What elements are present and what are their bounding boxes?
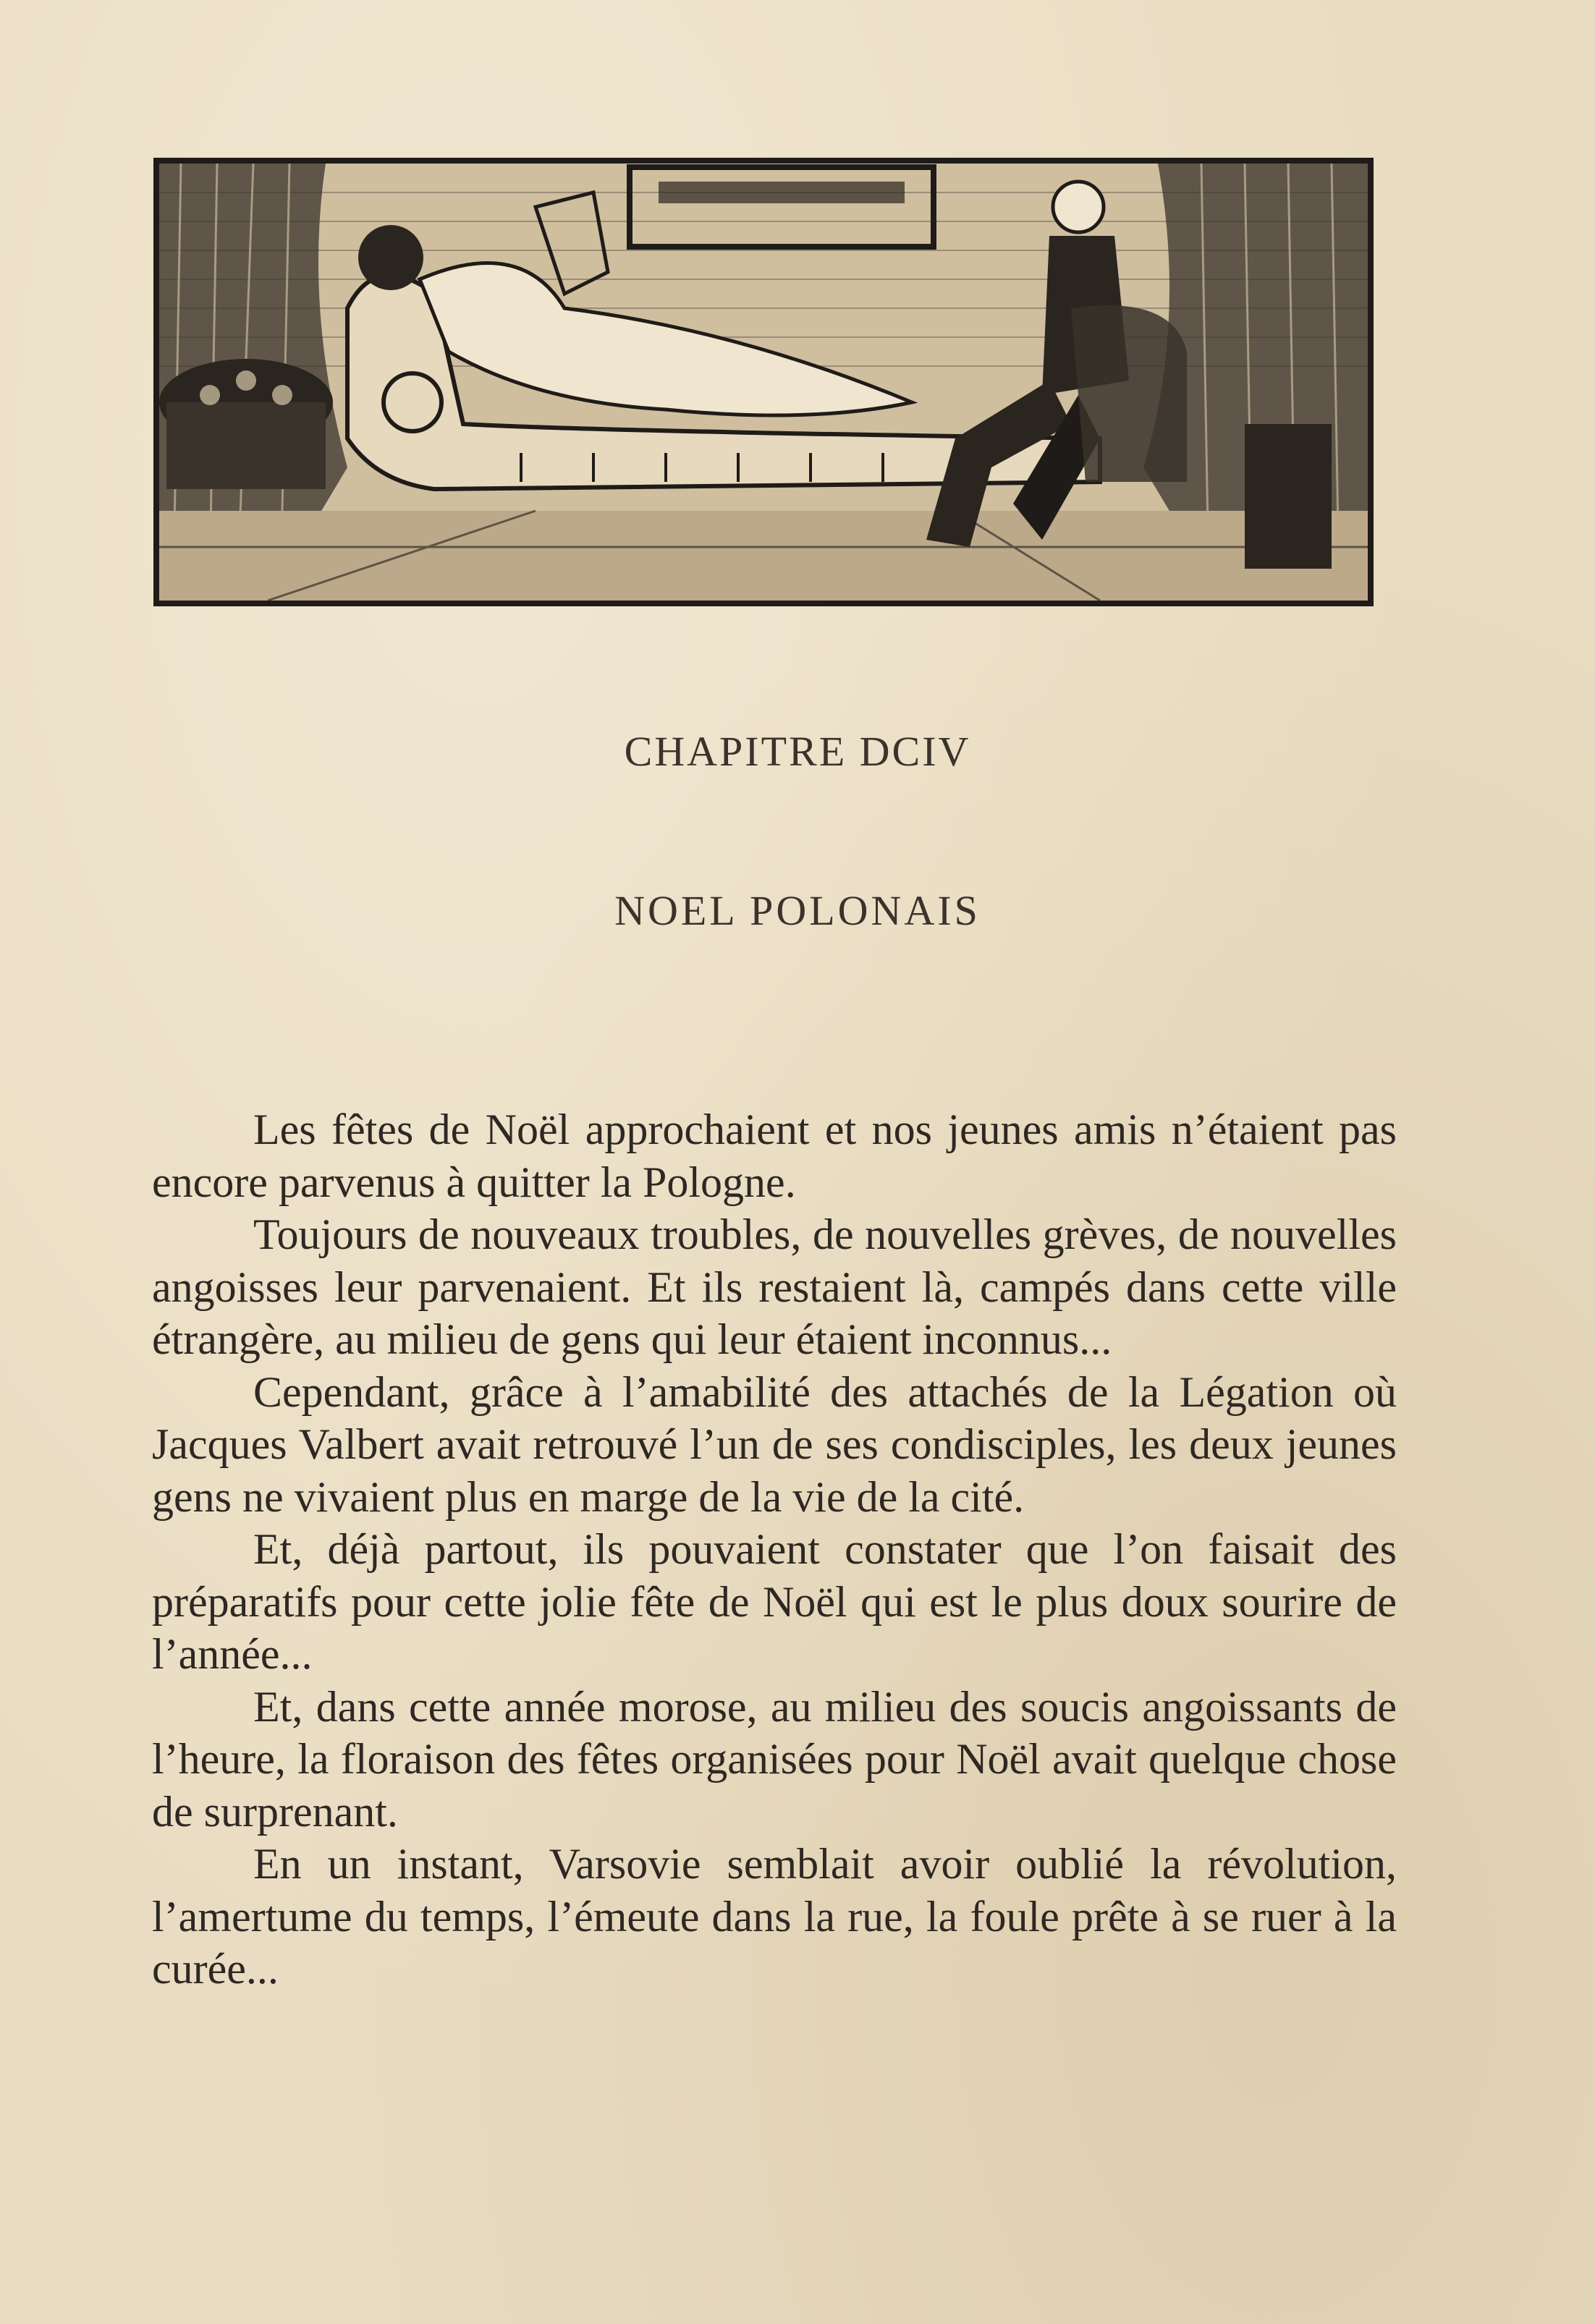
paragraph: Et, dans cette année morose, au milieu des soucis angoissants de l’heure, la floraison des fêtes organisées pour Noël avait quelque chose de surprenant. xyxy=(152,1682,1397,1836)
paragraph: En un instant, Varsovie semblait avoir oublié la révolution, l’amertume du temps, l’émeute dans la rue, la foule prête à se ruer à la curée... xyxy=(152,1840,1397,1993)
paragraph: Cependant, grâce à l’amabilité des attachés de la Légation où Jacques Valbert avait retrouvé l’un de ses condisciples, les deux jeunes gens ne vivaient plus en marge de la vie de la cité. xyxy=(152,1367,1397,1521)
section-title: NOEL POLONAIS xyxy=(614,887,981,934)
paragraph: Toujours de nouveaux troubles, de nouvelles grèves, de nouvelles angoisses leur parvenaient. Et ils restaient là, campés dans cette ville étrangère, au milieu de gens qui leur étaient inconnus... xyxy=(152,1210,1397,1363)
paragraph: Les fêtes de Noël approchaient et nos jeunes amis n’étaient pas encore parvenus à quitter la Pologne. xyxy=(152,1106,1397,1206)
body-text xyxy=(152,1103,1397,1996)
chapter-header-illustration xyxy=(153,158,1374,606)
reclining-figures-engraving-icon xyxy=(159,164,1368,601)
chapter-title: CHAPITRE DCIV xyxy=(624,728,971,775)
paragraph: Et, déjà partout, ils pouvaient constater que l’on faisait des préparatifs pour cette jolie fête de Noël qui est le plus doux sourire de l’année... xyxy=(152,1525,1397,1678)
